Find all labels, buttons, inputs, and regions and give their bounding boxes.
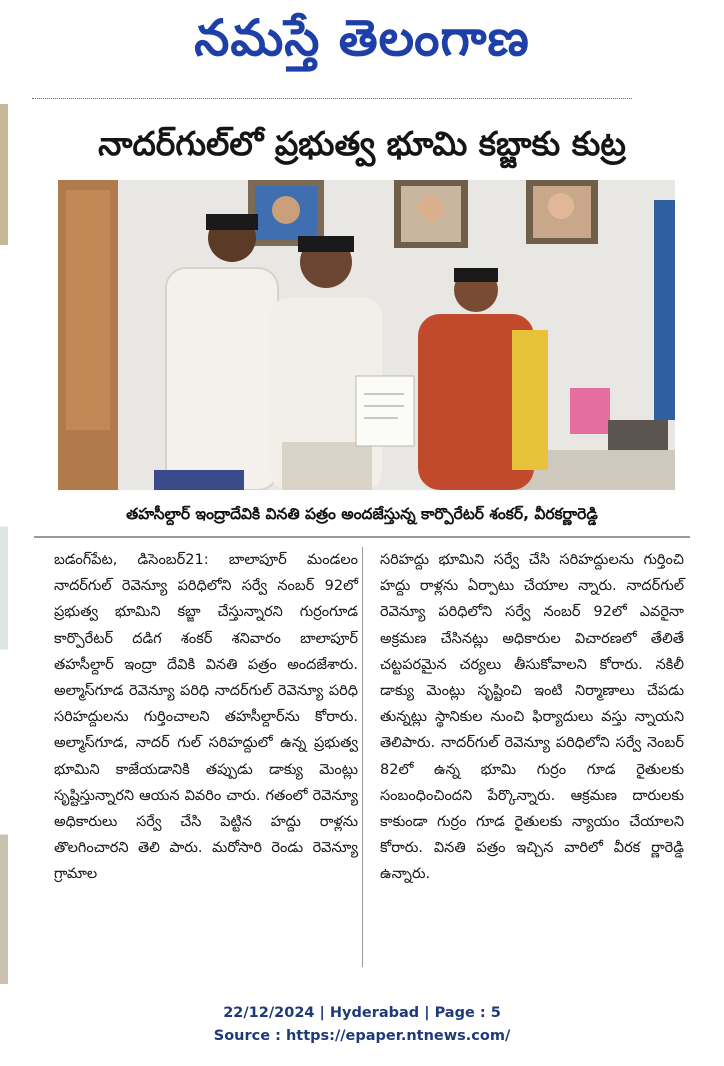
photo-caption: తహసీల్దార్ ఇంద్రాదేవికి వినతి పత్రం అందజేస్తున్న కార్పొరేటర్ శంకర్, వీరకర్ణారెడ్డి [126, 505, 598, 523]
newspaper-masthead [0, 0, 724, 78]
article-photo [58, 180, 675, 490]
column-rule [362, 547, 363, 967]
article-column-2: సరిహద్దు భూమిని సర్వే చేసి సరిహద్దులను గుర్తించి హద్దు రాళ్లను ఏర్పాటు చేయాల న్నారు. నాదర్‌గుల్ రెవెన్యూ పరిధిలోని సర్వే నంబర్ 92లో ఎవరైనా అక్రమణ చేసినట్లు అధికారుల విచారణలో తేలితే చట్టపరమైన చర్యలు తీసుకోవాలని కోరారు. నకిలీ డాక్యు మెంట్లు సృష్టించి ఇంటి నిర్మాణాలు చేపడు తున్నట్లు స్థానికుల నుంచి ఫిర్యాదులు వస్తు న్నాయని తెలిపారు. నాదర్‌గుల్ రెవెన్యూ పరిధిలోని సర్వే నెంబర్ 82లో ఉన్న భూమి గుర్రం గూడ రైతులకు సంబంధించిందని పేర్కొన్నారు. ఆక్రమణ దారులకు కాకుండా గుర్రం గూడ రైతులకు న్యాయం చేయాలని కోరారు. వినతి పత్రం ఇచ్చిన వారిలో వీరక ర్ణారెడ్డి ఉన్నారు. [380, 552, 684, 883]
adjacent-clipping-edge [0, 104, 8, 984]
article-body [54, 547, 684, 977]
footer-source-line: Source : https://epaper.ntnews.com/ [213, 1028, 511, 1044]
footer-date-line: 22/12/2024 | Hyderabad | Page : 5 [223, 1005, 501, 1021]
article-column-1: బడంగ్‌పేట, డిసెంబర్21: బాలాపూర్ మండలం నాదర్‌గుల్ రెవెన్యూ పరిధిలోని సర్వే నంబర్ 92లో ప్రభుత్వ భూమిని కబ్జా చేస్తున్నారని గుర్రంగూడ కార్పొరేటర్ దడిగ శంకర్ శనివారం బాలాపూర్ తహసీల్దార్ ఇంద్రా దేవికి వినతి పత్రం అందజేశారు. అల్మాస్‌గూడ రెవెన్యూ పరిధి నాదర్‌గుల్ రెవెన్యూ పరిధి సరిహద్దులను గుర్తించాలని తహసీల్దార్‌ను కోరారు. అల్మాస్‌గూడ, నాదర్ గుల్ సరిహద్దులో ఉన్న ప్రభుత్వ భూమిని కాజేయడానికి తప్పుడు డాక్యు మెంట్లు సృష్టిస్తున్నారని ఆయన వివరిం చారు. గతంలో రెవెన్యూ అధికారులు సర్వే చేసి పెట్టిన హద్దు రాళ్లను తొలగించారని తెలి పారు. మరోసారి రెండు రెవెన్యూ గ్రామాల [54, 552, 358, 883]
article-headline: నాదర్‌గుల్‌లో ప్రభుత్వ భూమి కబ్జాకు కుట్ర [98, 124, 626, 163]
photo-illustration [58, 180, 675, 490]
masthead-title: నమస్తే తెలంగాణ [194, 8, 530, 67]
page-footer [0, 1002, 724, 1048]
clipping-top-rule [32, 98, 632, 102]
caption-divider [34, 536, 690, 538]
article-clipping [22, 92, 702, 984]
